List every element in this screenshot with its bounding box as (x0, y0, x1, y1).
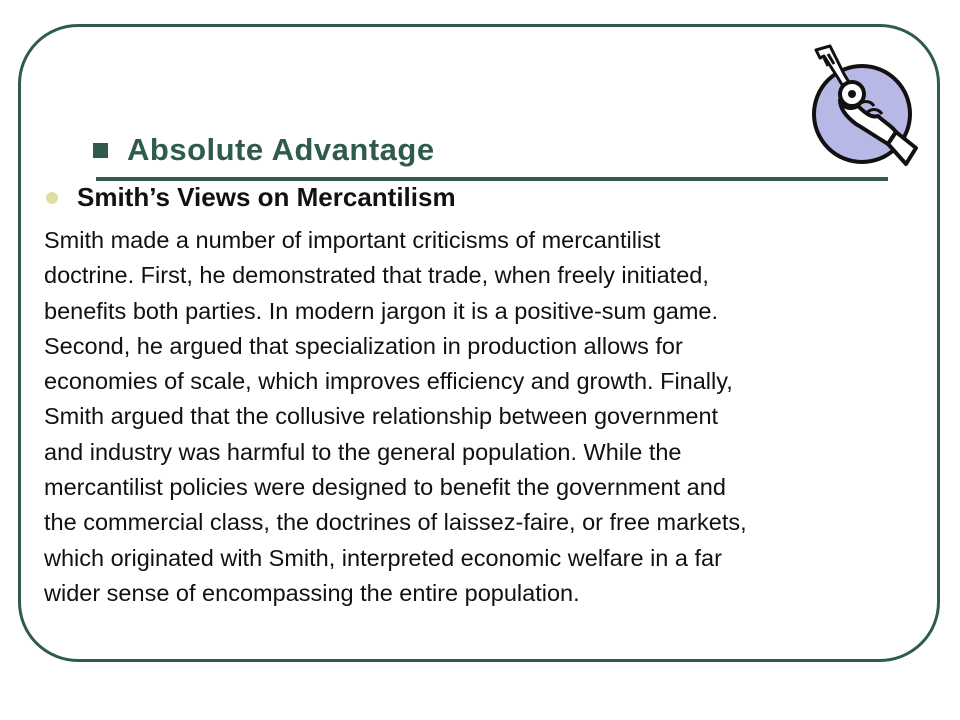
body-line: which originated with Smith, interpreted economic welfare in a far (44, 544, 722, 571)
body-line: mercantilist policies were designed to benefit the government and (44, 474, 726, 501)
body-line: doctrine. First, he demonstrated that trade, when freely initiated, (44, 262, 709, 289)
slide-title-row (93, 132, 435, 168)
body-line: Smith argued that the collusive relationship between government (44, 403, 719, 430)
body-line: Second, he argued that specialization in production allows for (44, 332, 683, 359)
body-line: economies of scale, which improves efficiency and growth. Finally, (44, 368, 733, 395)
body-line: benefits both parties. In modern jargon it is a positive-sum game. (44, 297, 719, 324)
body-line: the commercial class, the doctrines of laissez-faire, or free markets, (44, 509, 747, 536)
round-bullet-icon (46, 192, 58, 204)
hand-holding-key-icon (800, 44, 920, 169)
body-paragraph (44, 223, 934, 611)
square-bullet-icon (93, 143, 108, 158)
body-line: wider sense of encompassing the entire population. (44, 579, 580, 606)
body-line: and industry was harmful to the general population. While the (44, 438, 682, 465)
slide-title: Absolute Advantage (127, 132, 435, 167)
title-underline (96, 177, 888, 181)
subheading: Smith’s Views on Mercantilism (77, 182, 456, 212)
subheading-row (46, 182, 456, 213)
body-line: Smith made a number of important criticisms of mercantilist (44, 227, 661, 253)
